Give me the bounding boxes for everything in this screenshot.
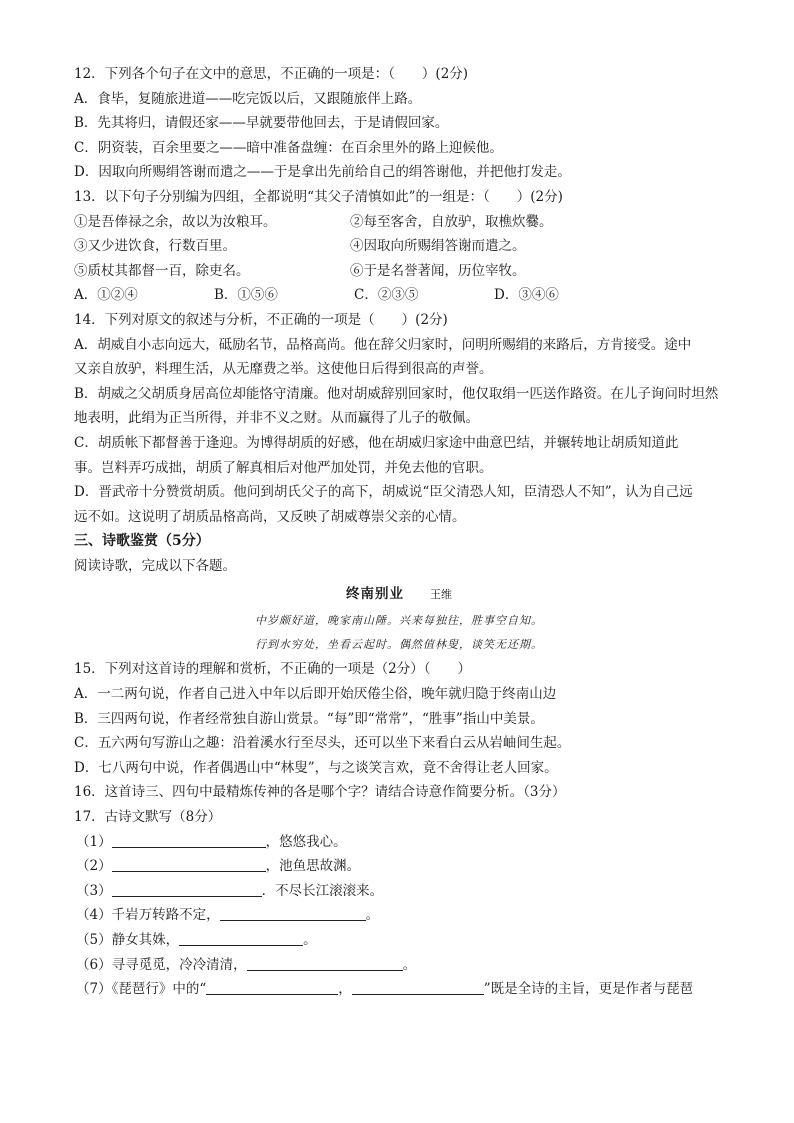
q17-item-4 — [74, 903, 724, 928]
answer-blank[interactable] — [179, 930, 303, 946]
q17-last-middle: ， — [338, 981, 352, 998]
q12-option-c: C．阴资装，百余里要之——暗中准备盘缠：在百余里外的路上迎候他。 — [74, 139, 503, 156]
poem-line-1: 中岁颇好道，晚家南山陲。兴来每独往，胜事空自知。 — [255, 614, 543, 628]
q13-option-c: C．②③⑤ — [354, 287, 419, 304]
q14-stem: 14．下列对原文的叙述与分析，不正确的一项是（ ）(2分) — [74, 311, 448, 328]
poem-author: 王维 — [430, 588, 452, 602]
q14-line: B．胡威之父胡质身居高位却能恪守清廉。他对胡威辞别回家时，他仅取绢一匹送作路资。在儿子询问时坦然 — [74, 385, 719, 402]
q17-item-after: ，悠悠我心。 — [265, 833, 347, 850]
answer-blank[interactable] — [352, 979, 484, 995]
q17-item-before: 寻寻觅觅，冷冷清清， — [111, 956, 247, 973]
q14-line: A．胡威自小志向远大，砥励名节，品格高尚。他在辞父归家时，问明所赐绢的来路后，方肯接受。途中 — [74, 336, 692, 353]
document-content — [74, 62, 724, 1002]
q13-items-row — [74, 234, 724, 259]
q14-line: 又亲自放驴，料理生活，从无靡费之举。这使他日后得到很高的声誉。 — [74, 361, 493, 378]
q17-item-after: 。 — [365, 907, 380, 924]
answer-blank[interactable] — [112, 832, 266, 848]
q15-stem: 15．下列对这首诗的理解和赏析，不正确的一项是（2分）（ ） — [74, 661, 472, 678]
q17-item-before: 千岩万转路不定， — [111, 907, 220, 924]
q17-item-number: （1） — [76, 833, 112, 850]
q13-option-b: B．①⑤⑥ — [214, 287, 278, 304]
q14-line: 远不如。这说明了胡质品格高尚，又反映了胡威尊崇父亲的心情。 — [74, 508, 466, 525]
q13-option-a: A．①②④ — [74, 287, 138, 304]
q17-item-after: 。 — [303, 932, 317, 948]
q12-stem: 12．下列各个句子在文中的意思，不正确的一项是：（ ）(2分) — [74, 66, 469, 82]
q17-item-3 — [74, 879, 724, 904]
answer-blank[interactable] — [112, 856, 266, 872]
q15-option-d: D．七八两句中说，作者偶遇山中“林叟”，与之谈笑言欢，竟不舍得让老人回家。 — [74, 759, 558, 776]
answer-blank[interactable] — [220, 905, 366, 921]
q16-stem: 16．这首诗三、四句中最精炼传神的各是哪个字？请结合诗意作简要分析。（3分） — [74, 784, 566, 801]
q13-stem: 13．以下句子分别编为四组，全都说明“其父子清慎如此”的一组是：（ ）(2分) — [74, 188, 563, 205]
q17-last-suffix: ”既是全诗的主旨，更是作者与琵琶 — [483, 981, 694, 998]
section-3-title: 三、诗歌鉴赏（5分） — [74, 533, 210, 550]
poem-line-2: 行到水穷处，坐看云起时。偶然值林叟，谈笑无还期。 — [255, 638, 543, 652]
q13-options-row — [74, 283, 724, 308]
q17-item-before: 静女其姝， — [111, 932, 180, 948]
q17-item-number: （4） — [76, 907, 112, 924]
q17-item-5 — [74, 928, 724, 953]
q13-item-6: ⑥于是名誉著闻，历位宰牧。 — [350, 262, 526, 279]
q13-item-3: ③又少进饮食，行数百里。 — [74, 238, 236, 255]
answer-blank[interactable] — [112, 881, 262, 897]
q17-item-number: （5） — [76, 932, 112, 948]
q17-item-after: 。 — [402, 956, 417, 973]
answer-blank[interactable] — [206, 979, 338, 995]
q17-item-1 — [74, 830, 724, 855]
q13-item-4: ④因取向所赐绢答谢而遣之。 — [350, 238, 526, 255]
poem-title: 终南别业 — [346, 586, 404, 603]
poem-heading — [74, 580, 724, 609]
q13-item-2: ②每至客舍，自放驴，取樵炊爨。 — [350, 213, 553, 230]
q14-line: 地表明，此绢为正当所得，并非不义之财。从而赢得了儿子的敬佩。 — [74, 410, 479, 427]
q12-option-a: A．食毕，复随旅进道——吃完饭以后，又跟随旅伴上路。 — [74, 90, 422, 107]
q17-item-after: ．不尽长江滚滚来。 — [261, 882, 384, 899]
q17-item-6 — [74, 953, 724, 978]
q13-item-1: ①是吾俸禄之余，故以为汝粮耳。 — [74, 213, 277, 230]
section-3-intro: 阅读诗歌，完成以下各题。 — [74, 557, 236, 574]
q13-items-row — [74, 259, 724, 284]
q14-line: D．晋武帝十分赞赏胡质。他问到胡氏父子的高下，胡威说“臣父清恐人知，臣清恐人不知”，认为自己远 — [74, 484, 693, 501]
q17-item-after: ，池鱼思故渊。 — [265, 858, 361, 875]
q17-last-prefix: 《琵琶行》中的“ — [111, 981, 207, 998]
q12-option-d: D．因取向所赐绢答谢而遣之——于是拿出先前给自己的绢答谢他，并把他打发走。 — [74, 164, 571, 181]
q15-option-b: B．三四两句说，作者经常独自游山赏景。“每”即“常常”，“胜事”指山中美景。 — [74, 710, 544, 727]
answer-blank[interactable] — [247, 955, 403, 971]
q17-item-number: （6） — [76, 956, 112, 973]
q12-option-b: B．先其将归，请假还家——早就要带他回去，于是请假回家。 — [74, 115, 449, 132]
q13-option-d: D．③④⑥ — [494, 287, 559, 304]
q15-option-a: A．一二两句说，作者自己进入中年以后即开始厌倦尘俗，晚年就归隐于终南山边 — [74, 686, 557, 703]
q17-item-number: （2） — [76, 858, 112, 875]
q17-item-2 — [74, 854, 724, 879]
q14-line: C．胡质帐下都督善于逢迎。为博得胡质的好感，他在胡威归家途中曲意巴结，并辗转地让胡质知道此 — [74, 434, 679, 451]
q17-item-7 — [74, 977, 724, 1002]
q17-item-number: （3） — [76, 882, 112, 899]
q14-line: 事。岂料弄巧成拙，胡质了解真相后对他严加处罚，并免去他的官职。 — [74, 459, 493, 476]
q17-item-number: （7） — [76, 981, 112, 998]
q15-option-c: C．五六两句写游山之趣：沿着溪水行至尽头，还可以坐下来看白云从岩岫间生起。 — [74, 735, 571, 752]
q13-items-row — [74, 210, 724, 235]
q13-item-5: ⑤质杖其都督一百，除吏名。 — [74, 262, 250, 279]
q17-stem: 17．古诗文默写（8分） — [74, 809, 222, 826]
